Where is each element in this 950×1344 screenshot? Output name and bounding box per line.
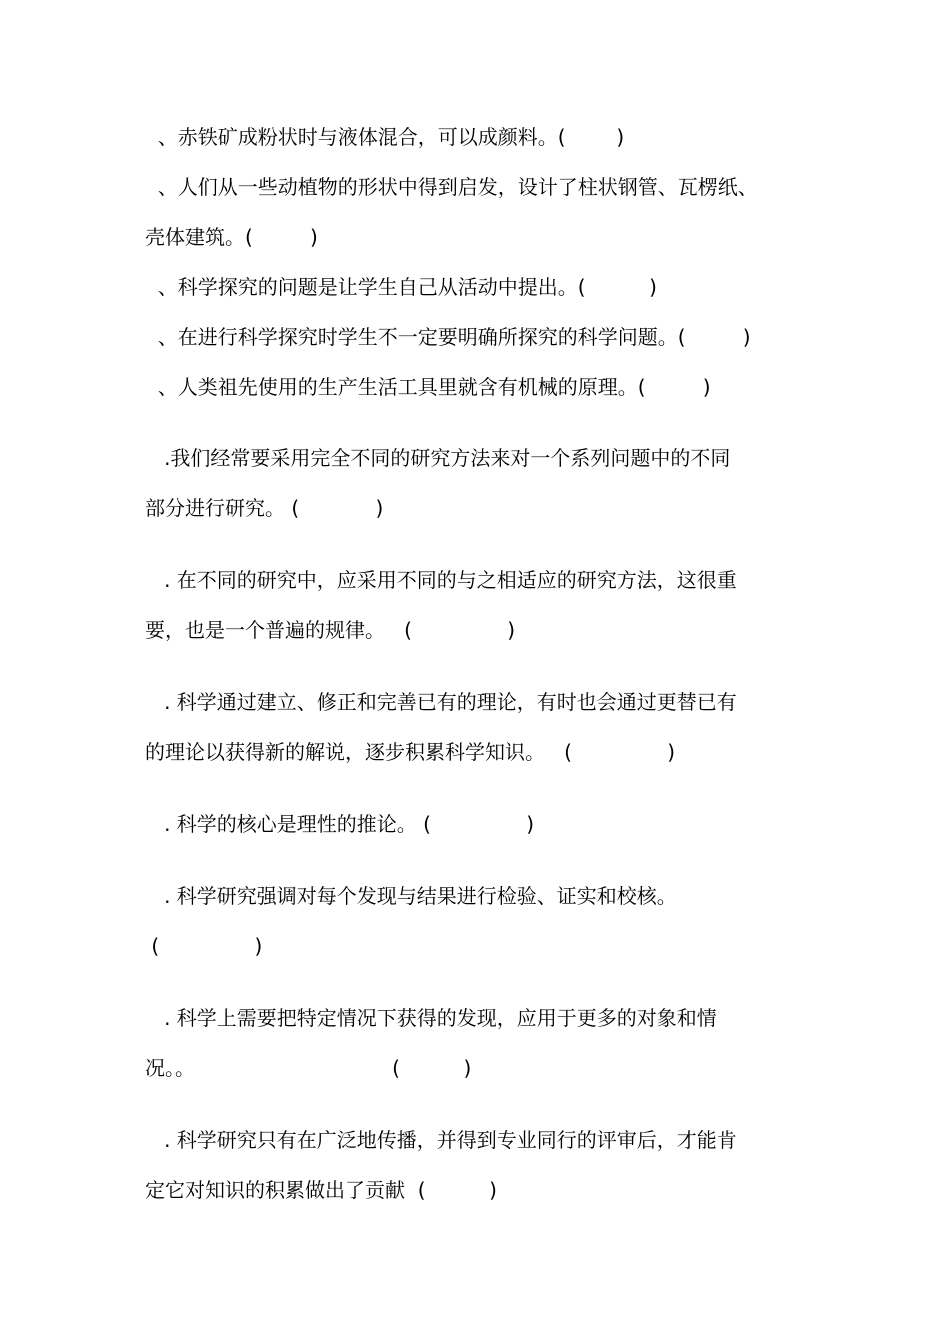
question-7-line-1: . 在不同的研究中，应采用不同的与之相适应的研究方法，这很重 [145, 568, 737, 592]
question-3-line: 、科学探究的问题是让学生自己从活动中提出。( ) [145, 275, 657, 299]
question-6-line-2: 部分进行研究。 ( ) [145, 496, 384, 520]
question-8-line-1: . 科学通过建立、修正和完善已有的理论，有时也会通过更替已有 [145, 690, 737, 714]
question-2-line-2: 壳体建筑。( ) [145, 225, 318, 249]
question-12-line-1: . 科学研究只有在广泛地传播，并得到专业同行的评审后，才能肯 [145, 1128, 737, 1152]
question-7-line-2: 要，也是一个普遍的规律。 ( ) [145, 618, 516, 642]
question-11-line-2: 况。。 ( ) [145, 1056, 472, 1080]
question-1-line: 、赤铁矿成粉状时与液体混合，可以成颜料。( ) [145, 125, 625, 149]
question-9-line: . 科学的核心是理性的推论。 ( ) [145, 812, 535, 836]
question-4-line: 、在进行科学探究时学生不一定要明确所探究的科学问题。( ) [145, 325, 751, 349]
question-10-line-1: . 科学研究强调对每个发现与结果进行检验、证实和校核。 [145, 884, 677, 908]
question-6-line-1: .我们经常要采用完全不同的研究方法来对一个系列问题中的不同 [145, 446, 731, 470]
question-8-line-2: 的理论以获得新的解说，逐步积累科学知识。 ( ) [145, 740, 676, 764]
question-11-line-1: . 科学上需要把特定情况下获得的发现，应用于更多的对象和情 [145, 1006, 717, 1030]
question-2-line-1: 、人们从一些动植物的形状中得到启发，设计了柱状钢管、瓦楞纸、 [145, 175, 758, 199]
question-12-line-2: 定它对知识的积累做出了贡献 ( ) [145, 1178, 497, 1202]
question-10-line-2: ( ) [145, 934, 263, 958]
question-5-line: 、人类祖先使用的生产生活工具里就含有机械的原理。( ) [145, 375, 711, 399]
